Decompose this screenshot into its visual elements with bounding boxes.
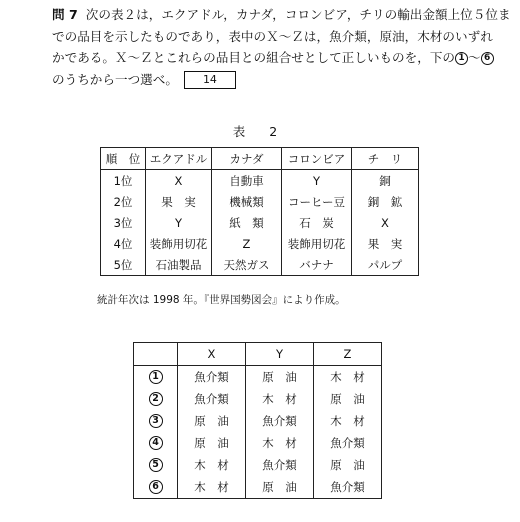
question-line-3-text: かである。Ｘ～Ｚとこれらの品目との組合せとして正しいものを，下の [52,50,455,66]
table-row [101,170,419,192]
table2-cell: 5位 [101,254,146,276]
question-line-4 [52,69,512,91]
question-line-1-text: 次の表２は，エクアドル，カナダ，コロンビア，チリの輸出金額上位５位ま [85,7,511,22]
choice-number-cell [134,410,178,432]
table-row [101,233,419,254]
table-row [101,191,419,212]
choice-number-cell [134,454,178,476]
choice-number-cell [134,388,178,410]
choice-cell: 木 材 [178,454,246,476]
table2-cell: 4位 [101,233,146,254]
choice-range-end-icon: 6 [481,52,494,65]
choice-cell: 魚介類 [246,410,314,432]
question-text [52,4,512,90]
table2-cell: 装飾用切花 [282,233,352,254]
question-line-3 [52,47,512,69]
table2-cell: コーヒー豆 [282,191,352,212]
choice-cell: 木 材 [314,366,382,389]
table2-cell: 天然ガス [212,254,282,276]
choice-cell: 原 油 [314,388,382,410]
table2-cell: 自動車 [212,170,282,192]
table2-title: 表 2 [232,124,288,139]
table2-cell: 2位 [101,191,146,212]
choice-row[interactable] [134,476,382,499]
choice-row[interactable] [134,366,382,389]
choice-range-sep: ～ [468,50,481,66]
choice-cell: 魚介類 [314,476,382,499]
choice-cell: 木 材 [246,388,314,410]
choice-number-cell [134,366,178,389]
table2-header-cell: エクアドル [146,148,212,170]
table2-cell: 装飾用切花 [146,233,212,254]
answer-number-box[interactable]: 14 [184,71,236,89]
table2-cell: X [352,212,419,233]
table-row [101,254,419,276]
table2-header-row [101,148,419,170]
choice-number-icon: 4 [149,436,163,450]
table2-cell: Y [282,170,352,192]
choice-cell: 原 油 [178,410,246,432]
table2-cell: 銅 鉱 [352,191,419,212]
choice-number-icon: 5 [149,458,163,472]
table2-header-cell: 順 位 [101,148,146,170]
choices-header-cell [134,343,178,366]
choice-number-icon: 6 [149,480,163,494]
table2-cell: X [146,170,212,192]
choice-cell: 木 材 [178,476,246,499]
choice-number-icon: 3 [149,414,163,428]
question-line-1 [52,4,512,26]
choice-cell: 魚介類 [178,366,246,389]
table-row [101,212,419,233]
choice-cell: 木 材 [246,432,314,454]
choice-range-start-icon: 1 [455,52,468,65]
table2-cell: Y [146,212,212,233]
choice-row[interactable] [134,388,382,410]
table2-cell: 石油製品 [146,254,212,276]
table2-cell: 紙 類 [212,212,282,233]
table2-cell: 果 実 [352,233,419,254]
table2-header-cell: チ リ [352,148,419,170]
choice-number-cell [134,432,178,454]
choice-row[interactable] [134,432,382,454]
choices-header-cell: Y [246,343,314,366]
choice-cell: 魚介類 [246,454,314,476]
choice-cell: 原 油 [246,366,314,389]
table2-cell: 機械類 [212,191,282,212]
table2-cell: パルプ [352,254,419,276]
choice-cell: 魚介類 [178,388,246,410]
choice-cell: 木 材 [314,410,382,432]
choice-cell: 魚介類 [314,432,382,454]
table2-cell: 石 炭 [282,212,352,233]
choices-header-cell: X [178,343,246,366]
choice-row[interactable] [134,410,382,432]
choices-header-cell: Z [314,343,382,366]
table2-cell: 銅 [352,170,419,192]
export-table [100,147,419,276]
question-label: 問 7 [52,7,78,22]
choice-number-icon: 2 [149,392,163,406]
table2-cell: バナナ [282,254,352,276]
choice-row[interactable] [134,454,382,476]
choice-number-icon: 1 [149,370,163,384]
choices-header-row [134,343,382,366]
choice-number-cell [134,476,178,499]
choice-cell: 原 油 [246,476,314,499]
table2-header-cell: コロンビア [282,148,352,170]
source-note: 統計年次は 1998 年。『世界国勢図会』により作成。 [97,294,346,306]
table2-cell: 1位 [101,170,146,192]
choice-cell: 原 油 [314,454,382,476]
question-line-4-text: のうちから一つ選べ。 [52,71,178,87]
choice-cell: 原 油 [178,432,246,454]
table2-cell: Z [212,233,282,254]
question-line-2: での品目を示したものであり，表中のＸ～Ｚは，魚介類，原油，木材のいずれ [52,28,493,44]
table2-header-cell: カナダ [212,148,282,170]
table2-cell: 3位 [101,212,146,233]
table2-cell: 果 実 [146,191,212,212]
choices-table [133,342,382,499]
